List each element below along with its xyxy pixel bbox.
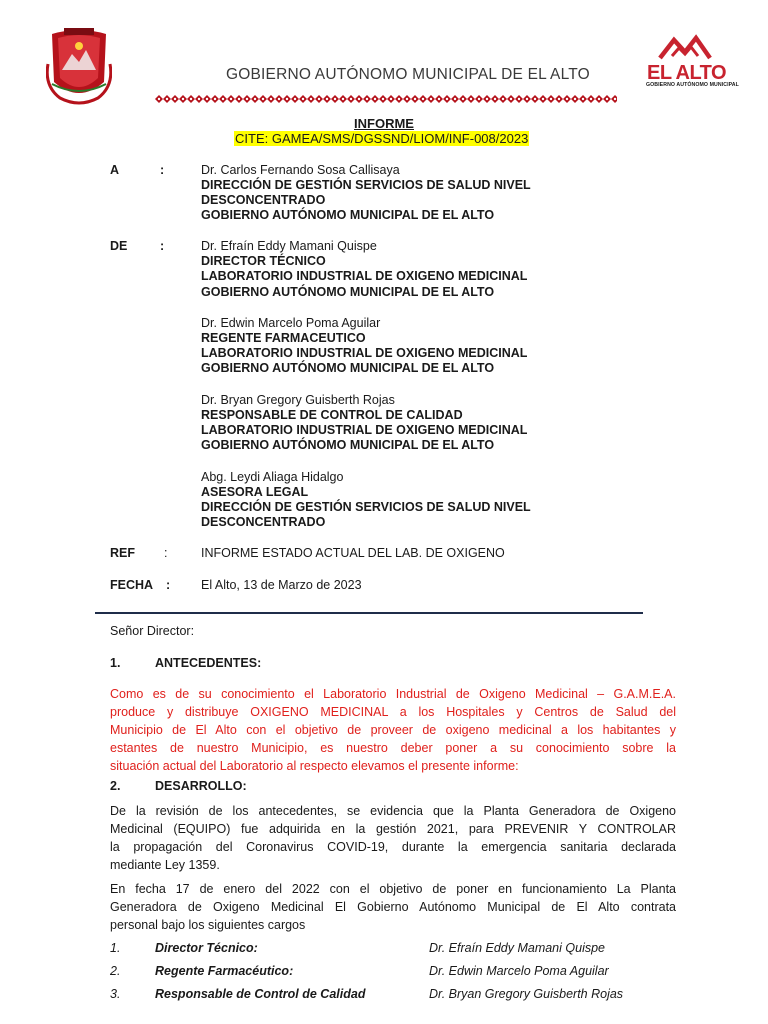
section-number: 2. [110,779,121,793]
staff-list-role: Director Técnico: [155,941,258,955]
from-person-line: LABORATORIO INDUSTRIAL DE OXIGENO MEDICINAL [201,346,528,360]
to-line: GOBIERNO AUTÓNOMO MUNICIPAL DE EL ALTO [201,208,495,222]
date-value: El Alto, 13 de Marzo de 2023 [201,578,362,592]
antecedentes-paragraph [110,685,676,775]
brand-wordmark: EL ALTO [647,62,727,84]
section-heading: DESARROLLO: [155,779,247,793]
from-person-line: LABORATORIO INDUSTRIAL DE OXIGENO MEDICINAL [201,423,528,437]
paragraph-line: Generadora de Oxigeno Medicinal El Gobierno Autónomo Municipal de El Alto contrata [110,900,676,914]
from-person-name: Abg. Leydi Aliaga Hidalgo [201,470,344,484]
staff-list-role: Responsable de Control de Calidad [155,987,366,1001]
staff-list-number: 1. [110,941,121,955]
section-heading: ANTECEDENTES: [155,656,262,670]
desarrollo-paragraph-2 [110,880,676,934]
paragraph-line: produce y distribuye OXIGENO MEDICINAL a los Hospitales y Centros de Salud del [110,705,676,719]
to-name: Dr. Carlos Fernando Sosa Callisaya [201,163,400,177]
section-number: 1. [110,656,121,670]
paragraph-line: En fecha 17 de enero del 2022 con el objetivo de poner en funcionamiento La Planta [110,882,676,896]
paragraph-line: estantes de nuestro Municipio, es nuestro deber poner a su conocimiento sobre la [110,741,676,755]
date-label: FECHA [110,578,154,592]
from-person-name: Dr. Efraín Eddy Mamani Quispe [201,239,377,253]
from-person-line: DIRECCIÓN DE GESTIÓN SERVICIOS DE SALUD NIVEL [201,500,531,514]
from-person-line: GOBIERNO AUTÓNOMO MUNICIPAL DE EL ALTO [201,438,495,452]
brand-subtitle: GOBIERNO AUTÓNOMO MUNICIPAL [646,82,739,88]
staff-list-number: 2. [110,964,121,978]
from-person-name: Dr. Edwin Marcelo Poma Aguilar [201,316,381,330]
from-person-line: RESPONSABLE DE CONTROL DE CALIDAD [201,408,463,422]
desarrollo-paragraph [110,802,676,874]
staff-list-name: Dr. Bryan Gregory Guisberth Rojas [429,987,624,1001]
to-colon: : [160,163,165,177]
municipal-crest-logo [46,24,112,108]
from-person-line: GOBIERNO AUTÓNOMO MUNICIPAL DE EL ALTO [201,285,495,299]
from-label: DE [110,239,128,253]
to-label: A [110,163,120,177]
paragraph-line: Medicinal (EQUIPO) fue adquirida en la gestión 2021, para PREVENIR Y CONTROLAR [110,822,676,836]
staff-list-name: Dr. Efraín Eddy Mamani Quispe [429,941,605,955]
staff-list-number: 3. [110,987,121,1001]
from-person-line: GOBIERNO AUTÓNOMO MUNICIPAL DE EL ALTO [201,361,495,375]
from-person-line: REGENTE FARMACEUTICO [201,331,366,345]
paragraph-line: situación actual del Laboratorio al respecto elevamos el presente informe: [110,759,519,773]
header-divider [95,612,643,614]
from-person-line: DESCONCENTRADO [201,515,326,529]
paragraph-line: la propagación del Coronavirus COVID-19, durante la emergencia sanitaria declarada [110,840,676,854]
from-person-name: Dr. Bryan Gregory Guisberth Rojas [201,393,395,407]
paragraph-line: Municipio de El Alto con el objetivo de proveer de oxigeno medicinal a los habitantes y [110,723,676,737]
header-ornament-border [155,95,617,103]
from-person-line: LABORATORIO INDUSTRIAL DE OXIGENO MEDICINAL [201,269,528,283]
ref-colon: : [164,546,168,560]
to-line: DESCONCENTRADO [201,193,326,207]
paragraph-line: mediante Ley 1359. [110,858,220,872]
cite-reference: CITE: GAMEA/SMS/DGSSND/LIOM/INF-008/2023 [235,131,529,146]
staff-list-name: Dr. Edwin Marcelo Poma Aguilar [429,964,609,978]
from-colon: : [160,239,165,253]
from-person-line: ASESORA LEGAL [201,485,309,499]
to-line: DIRECCIÓN DE GESTIÓN SERVICIOS DE SALUD NIVEL [201,178,531,192]
paragraph-line: De la revisión de los antecedentes, se evidencia que la Planta Generadora de Oxigeno [110,804,676,818]
paragraph-line: Como es de su conocimiento el Laboratorio Industrial de Oxigeno Medicinal – G.A.M.E.A. [110,687,676,701]
salutation: Señor Director: [110,624,195,638]
from-person-line: DIRECTOR TÉCNICO [201,254,326,268]
document-title: INFORME [354,116,414,131]
paragraph-line: personal bajo los siguientes cargos [110,918,306,932]
government-title: GOBIERNO AUTÓNOMO MUNICIPAL DE EL ALTO [226,66,590,83]
ref-label: REF [110,546,135,560]
ref-value: INFORME ESTADO ACTUAL DEL LAB. DE OXIGENO [201,546,505,560]
date-colon: : [166,578,171,592]
staff-list-role: Regente Farmacéutico: [155,964,294,978]
